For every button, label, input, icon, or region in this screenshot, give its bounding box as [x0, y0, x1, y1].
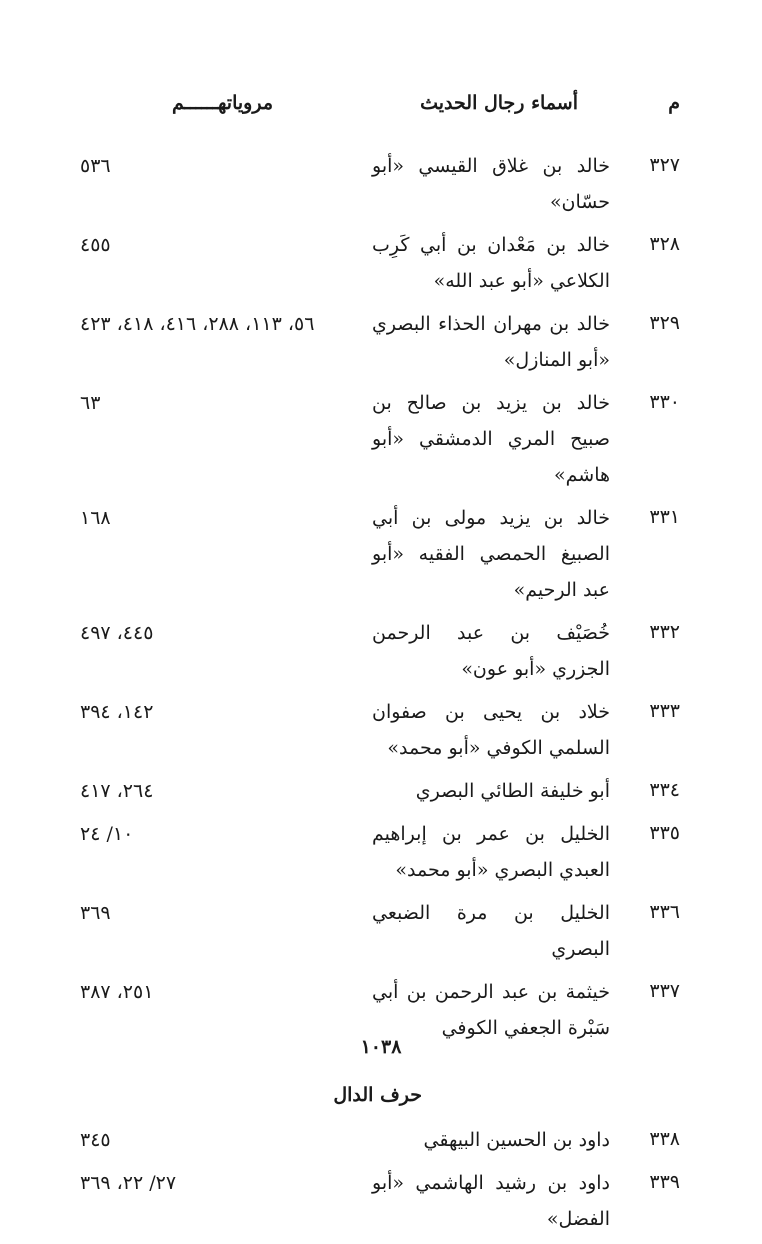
- entry-number: ٣٣٢: [649, 621, 680, 643]
- entry-references: ٢٥١، ٣٨٧: [80, 981, 154, 1003]
- entry-name: خالد بن مهران الحذاء البصري «أبو المنازل»: [372, 313, 610, 371]
- entry-references: ٤٥٥: [80, 234, 111, 256]
- entry-number: ٣٣٨: [649, 1128, 680, 1150]
- entry-number: ٣٢٨: [649, 233, 680, 255]
- list-item: [0, 694, 762, 766]
- entry-references: ٥٦، ١١٣، ٢٨٨، ٤١٦، ٤١٨، ٤٢٣: [80, 313, 315, 335]
- entry-references: ٢٦٤، ٤١٧: [80, 780, 154, 802]
- entries-list: [0, 148, 762, 1244]
- entry-references: ٤٤٥، ٤٩٧: [80, 622, 154, 644]
- list-item: [0, 895, 762, 967]
- page-number: ١٠٣٨: [360, 1036, 402, 1058]
- list-item: [0, 227, 762, 299]
- entry-number: ٣٣١: [649, 506, 680, 528]
- entry-name: خالد بن غلاق القيسي «أبو حسّان»: [372, 155, 610, 213]
- entry-name: داود بن الحسين البيهقي: [423, 1129, 610, 1151]
- list-item: [0, 306, 762, 378]
- entry-name: الخليل بن مرة الضبعي البصري: [372, 902, 610, 960]
- list-item: [0, 816, 762, 888]
- entry-number: ٣٣٥: [649, 822, 680, 844]
- list-item: [0, 1122, 762, 1158]
- entry-number: ٣٣٦: [649, 901, 680, 923]
- list-item: [0, 773, 762, 809]
- list-item: [0, 1165, 762, 1237]
- entry-name: أبو خليفة الطائي البصري: [415, 780, 610, 802]
- header-names-label: أسماء رجال الحديث: [420, 92, 578, 114]
- entry-references: ٣٤٥: [80, 1129, 111, 1151]
- list-item: [0, 500, 762, 608]
- entry-number: ٣٣٠: [649, 391, 680, 413]
- entry-references: ٦٣: [80, 392, 101, 414]
- header-number-label: م: [668, 92, 680, 114]
- table-header: [0, 92, 762, 126]
- entry-number: ٣٢٧: [649, 154, 680, 176]
- entry-name: خالد بن يزيد مولى بن أبي الصبيغ الحمصي الفقيه «أبو عبد الرحيم»: [372, 507, 610, 601]
- entry-name: خُصَيْف بن عبد الرحمن الجزري «أبو عون»: [372, 622, 610, 680]
- entry-name: خلاد بن يحيى بن صفوان السلمي الكوفي «أبو محمد»: [372, 701, 610, 759]
- entry-references: ٣٦٩: [80, 902, 111, 924]
- entry-name: داود بن رشيد الهاشمي «أبو الفضل»: [372, 1172, 610, 1230]
- entry-number: ٣٣٧: [649, 980, 680, 1002]
- list-item: [0, 385, 762, 493]
- entry-number: ٣٢٩: [649, 312, 680, 334]
- entry-name: خالد بن مَعْدان بن أبي كَرِب الكلاعي «أبو عبد الله»: [372, 234, 610, 292]
- entry-references: ٥٣٦: [80, 155, 111, 177]
- entry-name: خيثمة بن عبد الرحمن بن أبي سَبْرة الجعفي الكوفي: [372, 981, 610, 1039]
- entry-number: ٣٣٤: [649, 779, 680, 801]
- list-item: [0, 148, 762, 220]
- entry-name: خالد بن يزيد بن صالح بن صبيح المري الدمشقي «أبو هاشم»: [372, 392, 610, 486]
- list-item: [0, 615, 762, 687]
- entry-references: ٢٧/ ٢٢، ٣٦٩: [80, 1172, 177, 1194]
- entry-references: ١٠/ ٢٤: [80, 823, 134, 845]
- section-title: حرف الدال: [333, 1084, 422, 1106]
- entry-references: ١٦٨: [80, 507, 111, 529]
- entry-references: ١٤٢، ٣٩٤: [80, 701, 154, 723]
- entry-name: الخليل بن عمر بن إبراهيم العبدي البصري «أبو محمد»: [372, 823, 610, 881]
- entry-number: ٣٣٣: [649, 700, 680, 722]
- header-references-label: مروياتهــــــم: [172, 92, 274, 114]
- entry-number: ٣٣٩: [649, 1171, 680, 1193]
